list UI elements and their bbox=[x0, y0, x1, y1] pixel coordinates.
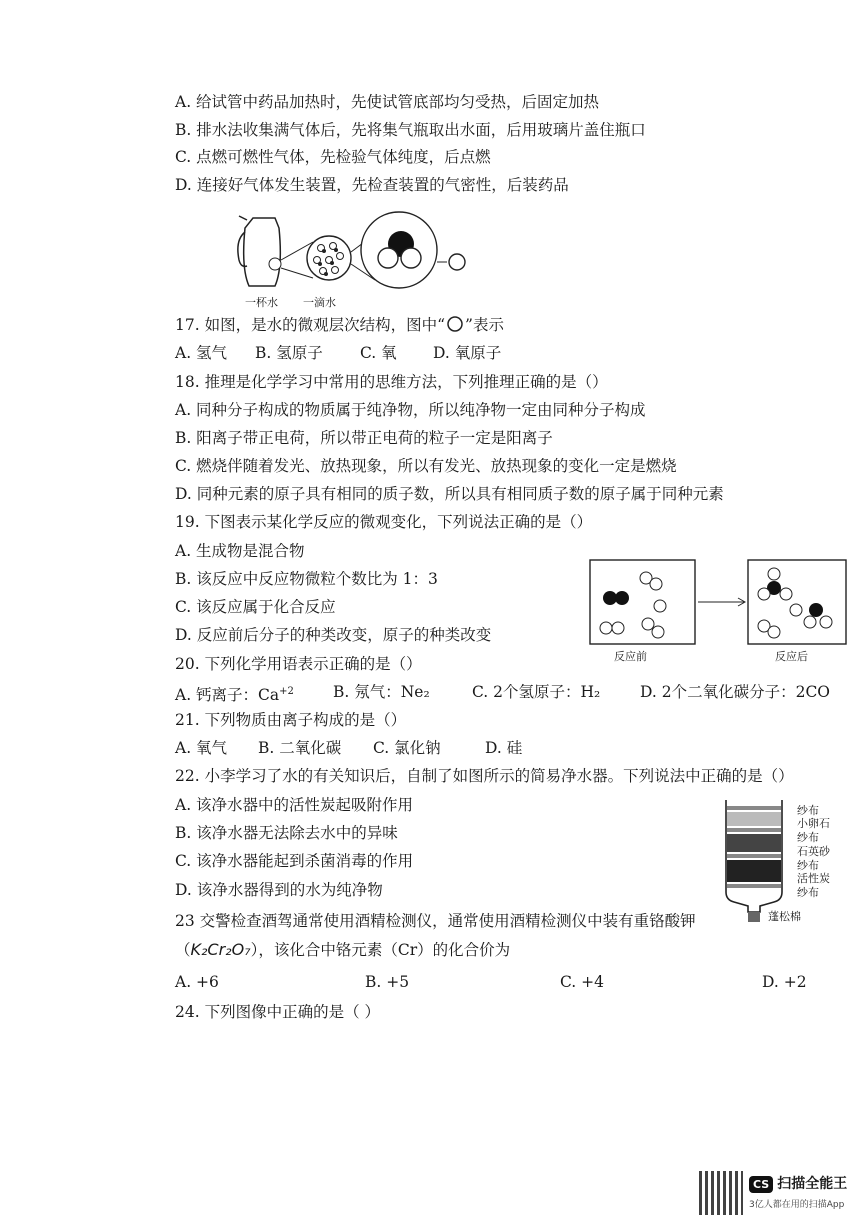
q21-stem: 21. 下列物质由离子构成的是（） bbox=[175, 711, 407, 729]
q22-option-a: A. 该净水器中的活性炭起吸附作用 bbox=[175, 796, 414, 814]
q18-stem: 18. 推理是化学学习中常用的思维方法，下列推理正确的是（） bbox=[175, 373, 608, 391]
q20-option-d: D. 2个二氧化碳分子：2CO bbox=[640, 683, 831, 701]
q23-option-c: C. +4 bbox=[560, 973, 605, 991]
q23-line1: 23 交警检查酒驾通常使用酒精检测仪，通常使用酒精检测仪中装有重铬酸钾 bbox=[175, 912, 696, 930]
single-hydrogen-atom bbox=[449, 254, 465, 270]
brand-tagline: 3亿人都在用的扫描App bbox=[749, 1200, 845, 1210]
q20-option-a: A. 钙离子：$Ca^{+2}$ bbox=[175, 686, 294, 705]
q18-option-a: A. 同种分子构成的物质属于纯净物，所以纯净物一定由同种分子构成 bbox=[175, 401, 646, 419]
q23-option-d: D. +2 bbox=[762, 973, 807, 991]
drop-marker-icon bbox=[269, 258, 281, 270]
brand-name: CS 扫描全能王 bbox=[749, 1173, 847, 1193]
layer-label: 蓬松棉 bbox=[768, 910, 801, 923]
q22-option-d: D. 该净水器得到的水为纯净物 bbox=[175, 881, 383, 899]
reaction-figure bbox=[588, 558, 848, 648]
q22-option-b: B. 该净水器无法除去水中的异味 bbox=[175, 824, 398, 842]
q18-option-d: D. 同种元素的原子具有相同的质子数，所以具有相同质子数的原子属于同种元素 bbox=[175, 485, 724, 503]
q19-option-a: A. 生成物是混合物 bbox=[175, 542, 305, 560]
water-structure-figure bbox=[235, 208, 475, 293]
q20-option-a-charge: +2 bbox=[279, 686, 294, 697]
caption-after: 反应后 bbox=[775, 650, 808, 663]
q17-option-c: C. 氧 bbox=[360, 344, 397, 362]
caption-cup: 一杯水 bbox=[245, 296, 278, 309]
qr-code-icon bbox=[699, 1171, 743, 1215]
circle-symbol-icon bbox=[445, 316, 465, 332]
q17-stem: 17. 如图，是水的微观层次结构，图中“ ”表示 bbox=[175, 316, 504, 334]
layer-label: 活性炭 bbox=[797, 872, 830, 885]
pitcher-icon bbox=[238, 216, 280, 286]
q22-option-c: C. 该净水器能起到杀菌消毒的作用 bbox=[175, 852, 414, 870]
hydrogen-atom bbox=[378, 248, 398, 268]
layer-label: 纱布 bbox=[797, 804, 819, 817]
scanner-watermark bbox=[699, 1171, 849, 1219]
hydrogen-atom bbox=[401, 248, 421, 268]
handwritten-formula: K₂Cr₂O₇ bbox=[190, 940, 251, 959]
q19-option-c: C. 该反应属于化合反应 bbox=[175, 598, 336, 616]
q20-option-b: B. 氖气：Ne₂ bbox=[333, 683, 430, 701]
layer-label: 纱布 bbox=[797, 831, 819, 844]
q24-stem: 24. 下列图像中正确的是（ ） bbox=[175, 1003, 381, 1021]
q22-stem: 22. 小李学习了水的有关知识后，自制了如图所示的简易净水器。下列说法中正确的是（） bbox=[175, 767, 794, 785]
q19-stem: 19. 下图表示某化学反应的微观变化，下列说法正确的是（） bbox=[175, 513, 593, 531]
q17-option-d: D. 氧原子 bbox=[433, 344, 502, 362]
q17-option-a: A. 氢气 bbox=[175, 344, 228, 362]
q23-line2: （K₂Cr₂O₇），该化合中铬元素（Cr）的化合价为 bbox=[175, 940, 511, 959]
q20-stem: 20. 下列化学用语表示正确的是（） bbox=[175, 655, 422, 673]
q18-option-b: B. 阳离子带正电荷，所以带正电荷的粒子一定是阳离子 bbox=[175, 429, 553, 447]
q16-option-a: A. 给试管中药品加热时，先使试管底部均匀受热，后固定加热 bbox=[175, 93, 600, 111]
layer-label: 小卵石 bbox=[797, 817, 830, 830]
layer-label: 石英砂 bbox=[797, 845, 830, 858]
q21-option-c: C. 氯化钠 bbox=[373, 739, 441, 757]
q23-option-a: A. +6 bbox=[175, 973, 219, 991]
water-purifier-figure bbox=[722, 796, 792, 926]
q19-option-d: D. 反应前后分子的种类改变，原子的种类改变 bbox=[175, 626, 492, 644]
layer-label: 纱布 bbox=[797, 886, 819, 899]
caption-before: 反应前 bbox=[614, 650, 647, 663]
q16-option-b: B. 排水法收集满气体后，先将集气瓶取出水面，后用玻璃片盖住瓶口 bbox=[175, 121, 646, 139]
q21-option-b: B. 二氧化碳 bbox=[258, 739, 342, 757]
q17-option-b: B. 氢原子 bbox=[255, 344, 323, 362]
q21-option-d: D. 硅 bbox=[485, 739, 523, 757]
cs-logo-icon: CS bbox=[749, 1176, 773, 1193]
layer-label: 纱布 bbox=[797, 859, 819, 872]
q16-option-d: D. 连接好气体发生装置，先检查装置的气密性，后装药品 bbox=[175, 176, 569, 194]
q19-option-b: B. 该反应中反应物微粒个数比为 1：3 bbox=[175, 570, 438, 588]
q20-option-c: C. 2个氢原子：H₂ bbox=[472, 683, 601, 701]
q21-option-a: A. 氧气 bbox=[175, 739, 228, 757]
caption-drop: 一滴水 bbox=[303, 296, 336, 309]
q16-option-c: C. 点燃可燃性气体，先检验气体纯度，后点燃 bbox=[175, 148, 491, 166]
q23-option-b: B. +5 bbox=[365, 973, 410, 991]
q18-option-c: C. 燃烧伴随着发光、放热现象，所以有发光、放热现象的变化一定是燃烧 bbox=[175, 457, 677, 475]
